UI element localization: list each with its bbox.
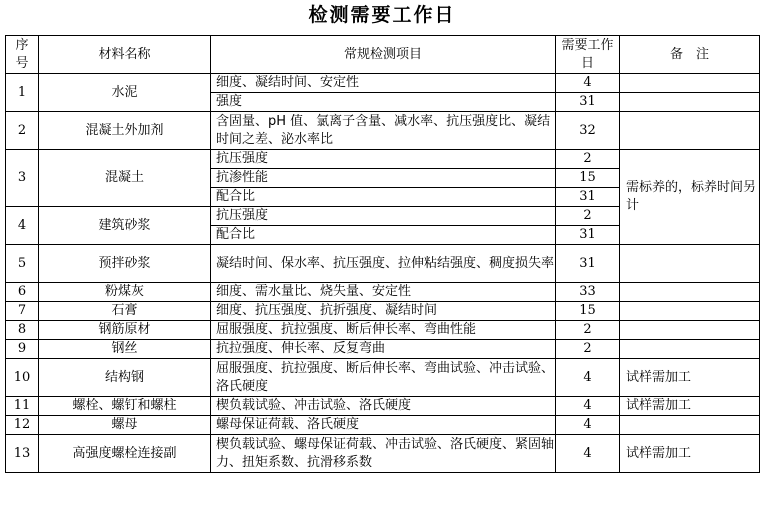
remark-cell: 试样需加工 [620, 435, 760, 473]
header-items: 常规检测项目 [211, 36, 556, 74]
material-cell: 水泥 [39, 74, 211, 112]
days-cell: 2 [556, 321, 620, 340]
item-cell: 强度 [211, 93, 556, 112]
material-cell: 高强度螺栓连接副 [39, 435, 211, 473]
seq-cell: 5 [6, 245, 39, 283]
merged-remark-cell: 需标养的，标养时间另计 [620, 150, 760, 245]
days-cell: 4 [556, 359, 620, 397]
item-cell: 配合比 [211, 226, 556, 245]
material-cell: 钢丝 [39, 340, 211, 359]
item-cell: 屈服强度、抗拉强度、断后伸长率、弯曲试验、冲击试验、洛氏硬度 [211, 359, 556, 397]
item-cell: 抗渗性能 [211, 169, 556, 188]
days-cell: 4 [556, 397, 620, 416]
days-cell: 4 [556, 435, 620, 473]
table-row [6, 112, 760, 150]
header-seq: 序号 [6, 36, 39, 74]
days-cell: 4 [556, 74, 620, 93]
item-cell: 抗拉强度、伸长率、反复弯曲 [211, 340, 556, 359]
table-row [6, 435, 760, 473]
work-days-table [5, 35, 760, 473]
material-cell: 结构钢 [39, 359, 211, 397]
days-cell: 33 [556, 283, 620, 302]
table-row [6, 245, 760, 283]
remark-cell [620, 93, 760, 112]
remark-cell [620, 340, 760, 359]
item-cell: 凝结时间、保水率、抗压强度、拉伸粘结强度、稠度损失率 [211, 245, 556, 283]
material-cell: 混凝土 [39, 150, 211, 207]
table-row [6, 397, 760, 416]
item-cell: 楔负载试验、螺母保证荷载、冲击试验、洛氏硬度、紧固轴力、扭矩系数、抗滑移系数 [211, 435, 556, 473]
table-row [6, 416, 760, 435]
seq-cell: 10 [6, 359, 39, 397]
material-cell: 建筑砂浆 [39, 207, 211, 245]
item-cell: 细度、凝结时间、安定性 [211, 74, 556, 93]
remark-cell [620, 283, 760, 302]
seq-cell: 11 [6, 397, 39, 416]
days-cell: 15 [556, 302, 620, 321]
table-row [6, 321, 760, 340]
days-cell: 15 [556, 169, 620, 188]
seq-cell: 2 [6, 112, 39, 150]
header-days: 需要工作日 [556, 36, 620, 74]
material-cell: 预拌砂浆 [39, 245, 211, 283]
days-cell: 31 [556, 245, 620, 283]
days-cell: 2 [556, 340, 620, 359]
table-row [6, 74, 760, 93]
remark-cell [620, 321, 760, 340]
item-cell: 抗压强度 [211, 207, 556, 226]
days-cell: 2 [556, 207, 620, 226]
remark-cell [620, 245, 760, 283]
header-remark: 备 注 [620, 36, 760, 74]
seq-cell: 4 [6, 207, 39, 245]
seq-cell: 8 [6, 321, 39, 340]
days-cell: 32 [556, 112, 620, 150]
item-cell: 螺母保证荷载、洛氏硬度 [211, 416, 556, 435]
material-cell: 石膏 [39, 302, 211, 321]
material-cell: 混凝土外加剂 [39, 112, 211, 150]
item-cell: 含固量、pH 值、氯离子含量、减水率、抗压强度比、凝结时间之差、泌水率比 [211, 112, 556, 150]
remark-cell: 试样需加工 [620, 397, 760, 416]
remark-cell: 试样需加工 [620, 359, 760, 397]
seq-cell: 1 [6, 74, 39, 112]
material-cell: 钢筋原材 [39, 321, 211, 340]
item-cell: 配合比 [211, 188, 556, 207]
material-cell: 螺栓、螺钉和螺柱 [39, 397, 211, 416]
table-row [6, 359, 760, 397]
remark-cell [620, 302, 760, 321]
material-cell: 粉煤灰 [39, 283, 211, 302]
item-cell: 抗压强度 [211, 150, 556, 169]
days-cell: 31 [556, 93, 620, 112]
table-row [6, 340, 760, 359]
remark-cell [620, 416, 760, 435]
table-row [6, 283, 760, 302]
days-cell: 4 [556, 416, 620, 435]
remark-cell [620, 74, 760, 93]
seq-cell: 9 [6, 340, 39, 359]
page-title: 检测需要工作日 [308, 4, 456, 26]
table-row [6, 302, 760, 321]
item-cell: 细度、需水量比、烧失量、安定性 [211, 283, 556, 302]
seq-cell: 6 [6, 283, 39, 302]
days-cell: 2 [556, 150, 620, 169]
seq-cell: 13 [6, 435, 39, 473]
seq-cell: 7 [6, 302, 39, 321]
remark-cell [620, 112, 760, 150]
item-cell: 楔负载试验、冲击试验、洛氏硬度 [211, 397, 556, 416]
header-row [6, 36, 760, 74]
item-cell: 细度、抗压强度、抗折强度、凝结时间 [211, 302, 556, 321]
seq-cell: 12 [6, 416, 39, 435]
days-cell: 31 [556, 226, 620, 245]
seq-cell: 3 [6, 150, 39, 207]
item-cell: 屈服强度、抗拉强度、断后伸长率、弯曲性能 [211, 321, 556, 340]
material-cell: 螺母 [39, 416, 211, 435]
days-cell: 31 [556, 188, 620, 207]
header-material: 材料名称 [39, 36, 211, 74]
table-row [6, 150, 760, 169]
